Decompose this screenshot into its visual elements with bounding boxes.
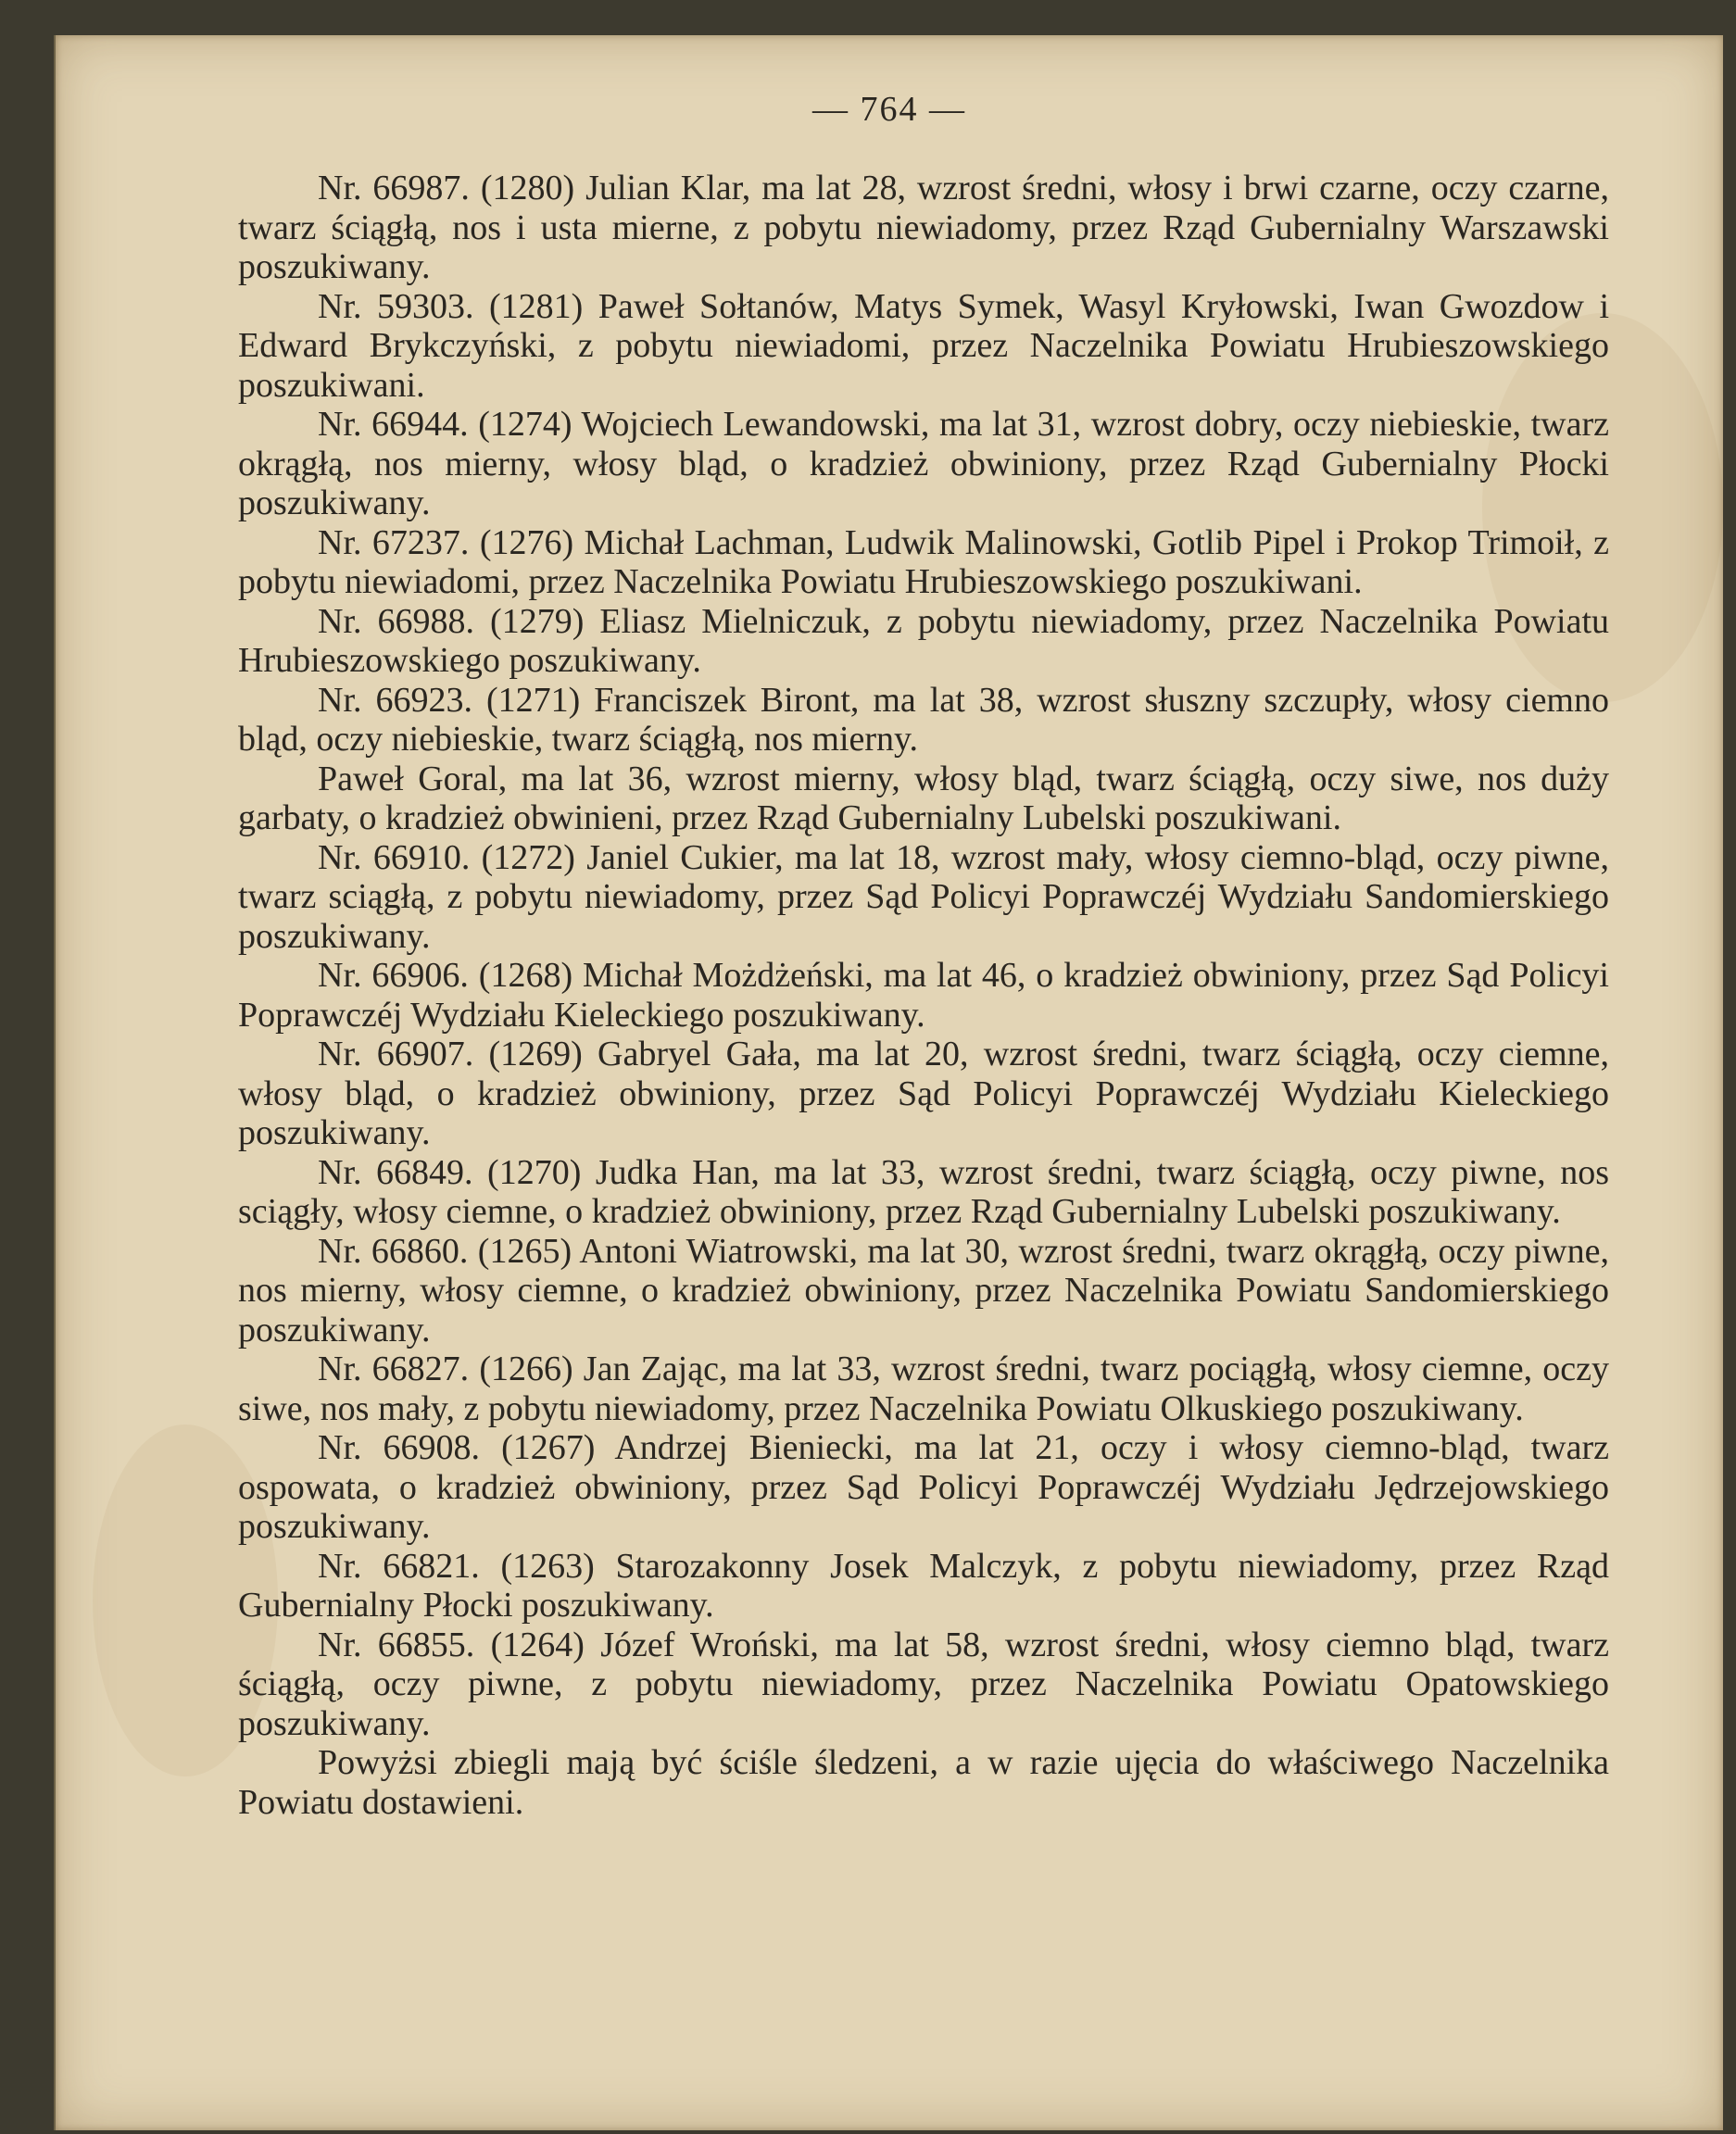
notice-entry: Nr. 59303. (1281) Paweł Sołtanów, Matys Symek, Wasyl Kryłowski, Iwan Gwozdow i Edward Brykczyński, z pobytu niewiadomi, przez Naczelnika Powiatu Hrubieszowskiego poszukiwani. [238,286,1609,405]
notice-entry: Nr. 67237. (1276) Michał Lachman, Ludwik Malinowski, Gotlib Pipel i Prokop Trimoił, z pobytu niewiadomi, przez Naczelnika Powiatu Hrubieszowskiego poszukiwani. [238,522,1609,601]
closing-paragraph: Powyżsi zbiegli mają być ściśle śledzeni, a w razie ujęcia do właściwego Naczelnika Powiatu dostawieni. [238,1743,1609,1822]
notice-entry: Nr. 66860. (1265) Antoni Wiatrowski, ma lat 30, wzrost średni, twarz okrągłą, oczy piwne, nos mierny, włosy ciemne, o kradzież obwiniony, przez Naczelnika Powiatu Sandomierskiego poszukiwany. [238,1231,1609,1349]
notice-entry: Nr. 66987. (1280) Julian Klar, ma lat 28, wzrost średni, włosy i brwi czarne, oczy czarne, twarz ściągłą, nos i usta mierne, z pobytu niewiadomy, przez Rząd Gubernialny Warszawski poszukiwany. [238,169,1609,286]
notice-entry: Nr. 66944. (1274) Wojciech Lewandowski, ma lat 31, wzrost dobry, oczy niebieskie, twarz okrągłą, nos mierny, włosy bląd, o kradzież obwiniony, przez Rząd Gubernialny Płocki poszukiwany. [238,405,1609,522]
notice-entry: Nr. 66906. (1268) Michał Możdżeński, ma lat 46, o kradzież obwiniony, przez Sąd Policyi Poprawczéj Wydziału Kieleckiego poszukiwany. [238,956,1609,1035]
document-page [54,35,1723,2130]
notice-entry: Paweł Goral, ma lat 36, wzrost mierny, włosy bląd, twarz ściągłą, oczy siwe, nos duży garbaty, o kradzież obwinieni, przez Rząd Gubernialny Lubelski poszukiwani. [238,759,1609,837]
notice-entry: Nr. 66910. (1272) Janiel Cukier, ma lat 18, wzrost mały, włosy ciemno-bląd, oczy piwne, twarz sciągłą, z pobytu niewiadomy, przez Sąd Policyi Poprawczéj Wydziału Sandomierskiego poszukiwany. [238,837,1609,956]
notice-entry: Nr. 66849. (1270) Judka Han, ma lat 33, wzrost średni, twarz ściągłą, oczy piwne, nos sciągły, włosy ciemne, o kradzież obwiniony, przez Rząd Gubernialny Lubelski poszukiwany. [238,1152,1609,1231]
notice-entry: Nr. 66908. (1267) Andrzej Bieniecki, ma lat 21, oczy i włosy ciemno-bląd, twarz ospowata, o kradzież obwiniony, przez Sąd Policyi Poprawczéj Wydziału Jędrzejowskiego poszukiwany. [238,1428,1609,1546]
notice-entry: Nr. 66855. (1264) Józef Wroński, ma lat 58, wzrost średni, włosy ciemno bląd, twarz ściągłą, oczy piwne, z pobytu niewiadomy, przez Naczelnika Powiatu Opatowskiego poszukiwany. [238,1625,1609,1743]
page-number: — 764 — [812,90,966,129]
notice-entry: Nr. 66907. (1269) Gabryel Gała, ma lat 20, wzrost średni, twarz ściągłą, oczy ciemne, włosy bląd, o kradzież obwiniony, przez Sąd Policyi Poprawczéj Wydziału Kieleckiego poszukiwany. [238,1035,1609,1152]
notice-entry: Nr. 66923. (1271) Franciszek Biront, ma lat 38, wzrost słuszny szczupły, włosy ciemno bląd, oczy niebieskie, twarz ściągłą, nos mierny. [238,680,1609,759]
notice-entry: Nr. 66988. (1279) Eliasz Mielniczuk, z pobytu niewiadomy, przez Naczelnika Powiatu Hrubieszowskiego poszukiwany. [238,601,1609,680]
document-body [238,169,1609,1822]
notice-entry: Nr. 66827. (1266) Jan Zając, ma lat 33, wzrost średni, twarz pociągłą, włosy ciemne, oczy siwe, nos mały, z pobytu niewiadomy, przez Naczelnika Powiatu Olkuskiego poszukiwany. [238,1349,1609,1428]
notice-entry: Nr. 66821. (1263) Starozakonny Josek Malczyk, z pobytu niewiadomy, przez Rząd Gubernialny Płocki poszukiwany. [238,1546,1609,1625]
